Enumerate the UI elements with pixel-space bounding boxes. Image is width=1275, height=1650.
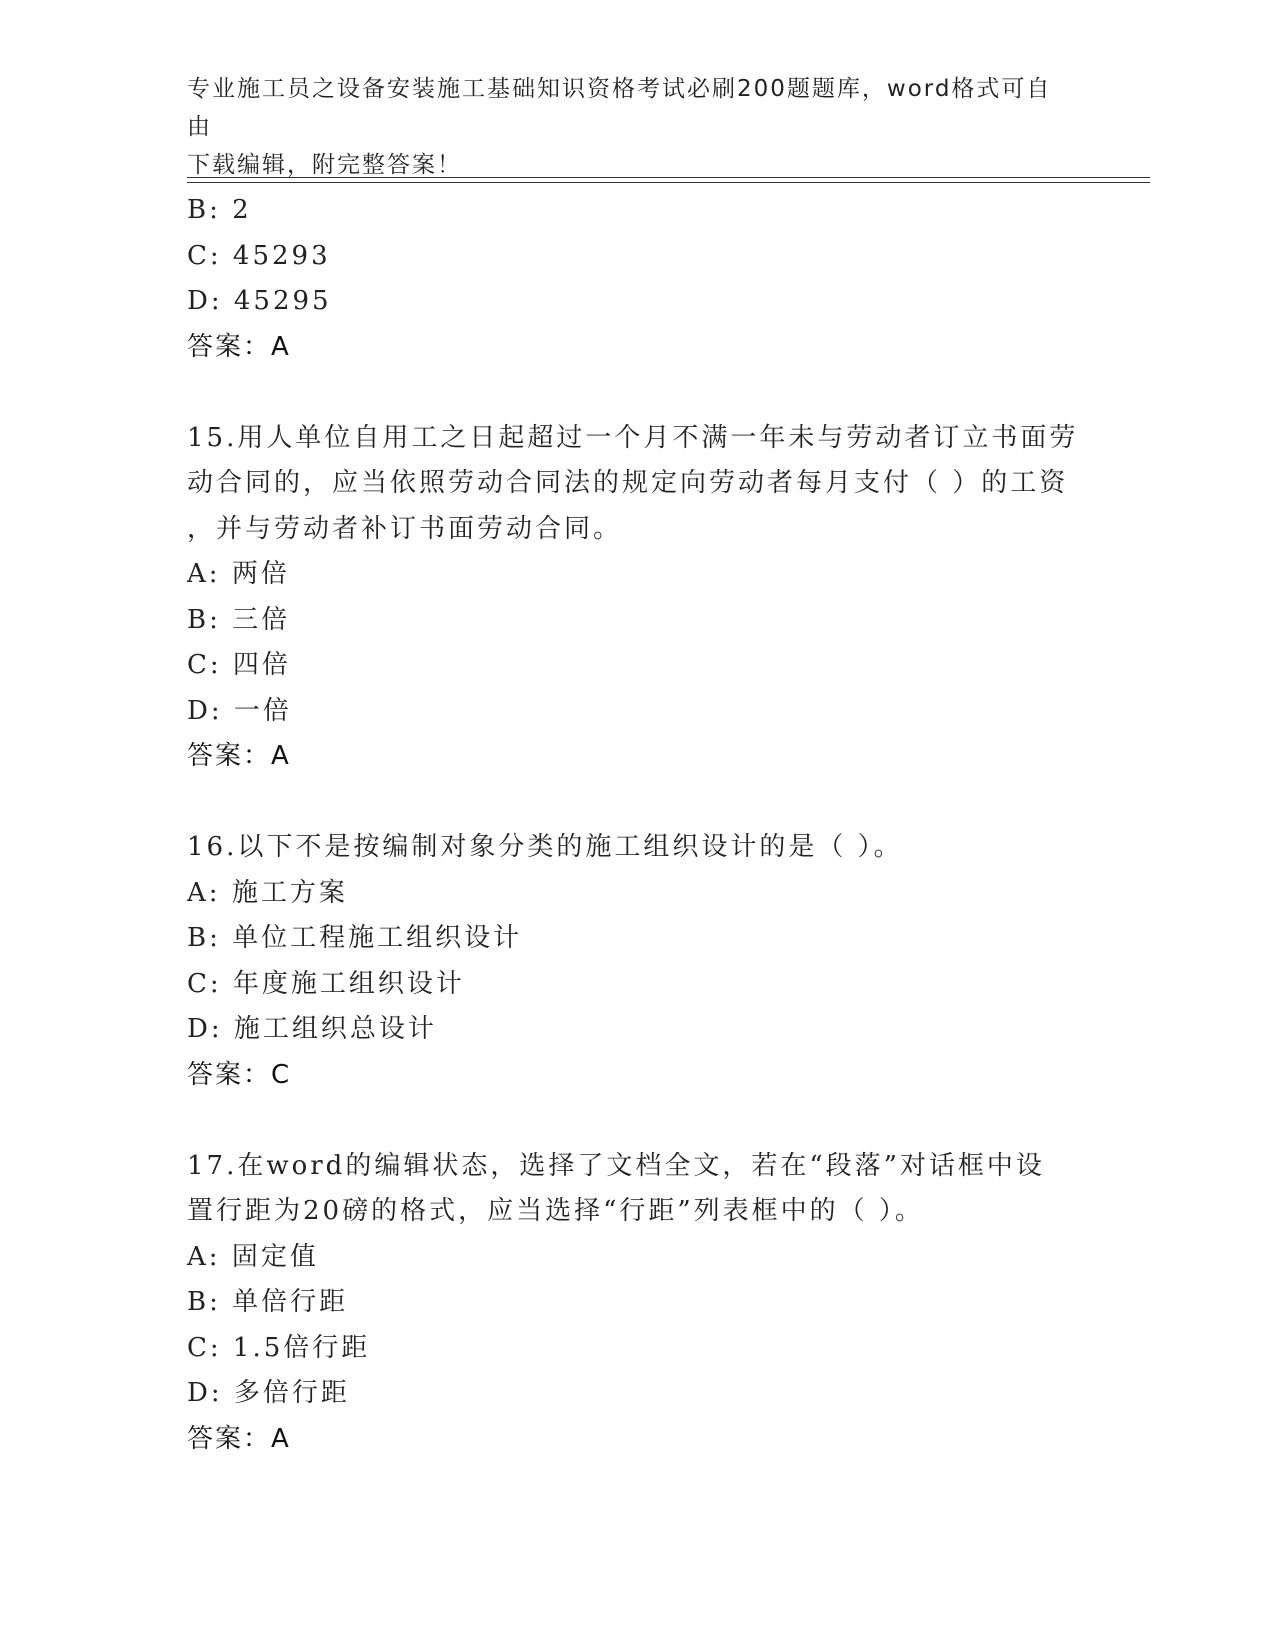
- option-a: [187, 1235, 1087, 1281]
- option-d: [187, 279, 1087, 325]
- spacer: [187, 780, 1087, 826]
- option-d: [187, 1371, 1087, 1417]
- option-text: 单倍行距: [232, 1287, 349, 1317]
- header-line-1: 专业施工员之设备安装施工基础知识资格考试必刷200题题库，word格式可自由: [187, 76, 1052, 140]
- option-label: D:: [187, 695, 223, 726]
- option-text: 两倍: [231, 559, 290, 589]
- option-label: A:: [187, 1241, 221, 1272]
- prev-question-block: [187, 188, 1087, 370]
- header-divider-top: [187, 177, 1150, 178]
- option-c: [187, 962, 1087, 1008]
- option-label: C:: [187, 240, 222, 271]
- option-label: D:: [187, 1378, 223, 1408]
- option-text: 45295: [233, 286, 332, 316]
- option-text: 1.5倍行距: [232, 1332, 371, 1363]
- option-label: A:: [187, 559, 221, 589]
- answer-line: 答案：A: [187, 331, 291, 362]
- document-body: [187, 188, 1087, 1462]
- question-text-line: 16.以下不是按编制对象分类的施工组织设计的是（ ）。: [187, 832, 903, 862]
- header-divider-bottom: [187, 182, 1150, 183]
- option-text: 施工组织总设计: [233, 1014, 437, 1044]
- option-b: [187, 598, 1087, 644]
- option-d: [187, 1007, 1087, 1053]
- option-text: 固定值: [231, 1241, 319, 1272]
- option-text: 一倍: [233, 695, 292, 726]
- answer-line: 答案：A: [187, 741, 291, 771]
- option-label: B:: [187, 195, 221, 225]
- option-label: C:: [187, 1332, 222, 1363]
- header-line-2: 下载编辑，附完整答案！: [187, 152, 462, 178]
- spacer: [187, 1098, 1087, 1144]
- question-text-line: ，并与劳动者补订书面劳动合同。: [187, 513, 623, 544]
- option-d: [187, 689, 1087, 735]
- option-text: 多倍行距: [233, 1378, 350, 1408]
- option-label: A:: [187, 877, 221, 908]
- option-text: 三倍: [232, 604, 291, 635]
- option-b: [187, 916, 1087, 962]
- question-15: [187, 416, 1087, 780]
- option-text: 单位工程施工组织设计: [232, 923, 523, 953]
- option-label: B:: [187, 604, 221, 635]
- option-a: [187, 871, 1087, 917]
- question-16: [187, 825, 1087, 1098]
- option-a: [187, 552, 1087, 598]
- option-c: [187, 234, 1087, 280]
- option-text: 施工方案: [231, 877, 348, 908]
- option-label: D:: [187, 1014, 223, 1044]
- answer-line: 答案：A: [187, 1423, 291, 1454]
- question-text-line: 置行距为20磅的格式，应当选择“行距”列表框中的（ ）。: [187, 1196, 924, 1226]
- document-header: [187, 70, 1067, 184]
- question-text-line: 动合同的，应当依照劳动合同法的规定向劳动者每月支付（ ）的工资: [187, 468, 1069, 498]
- option-text: 45293: [232, 240, 331, 271]
- option-b: [187, 1280, 1087, 1326]
- option-label: B:: [187, 923, 221, 953]
- answer-line: 答案：C: [187, 1059, 292, 1090]
- option-c: [187, 643, 1087, 689]
- option-text: 2: [232, 195, 252, 225]
- option-label: D:: [187, 286, 223, 316]
- spacer: [187, 370, 1087, 416]
- option-c: [187, 1326, 1087, 1372]
- question-17: [187, 1144, 1087, 1463]
- option-b: [187, 188, 1087, 234]
- question-text-line: 17.在word的编辑状态，选择了文档全文，若在“段落”对话框中设: [187, 1150, 1045, 1181]
- option-label: B:: [187, 1287, 221, 1317]
- option-label: C:: [187, 650, 222, 680]
- option-text: 年度施工组织设计: [232, 968, 465, 999]
- option-label: C:: [187, 968, 222, 999]
- option-text: 四倍: [232, 650, 291, 680]
- question-text-line: 15.用人单位自用工之日起超过一个月不满一年未与劳动者订立书面劳: [187, 422, 1079, 453]
